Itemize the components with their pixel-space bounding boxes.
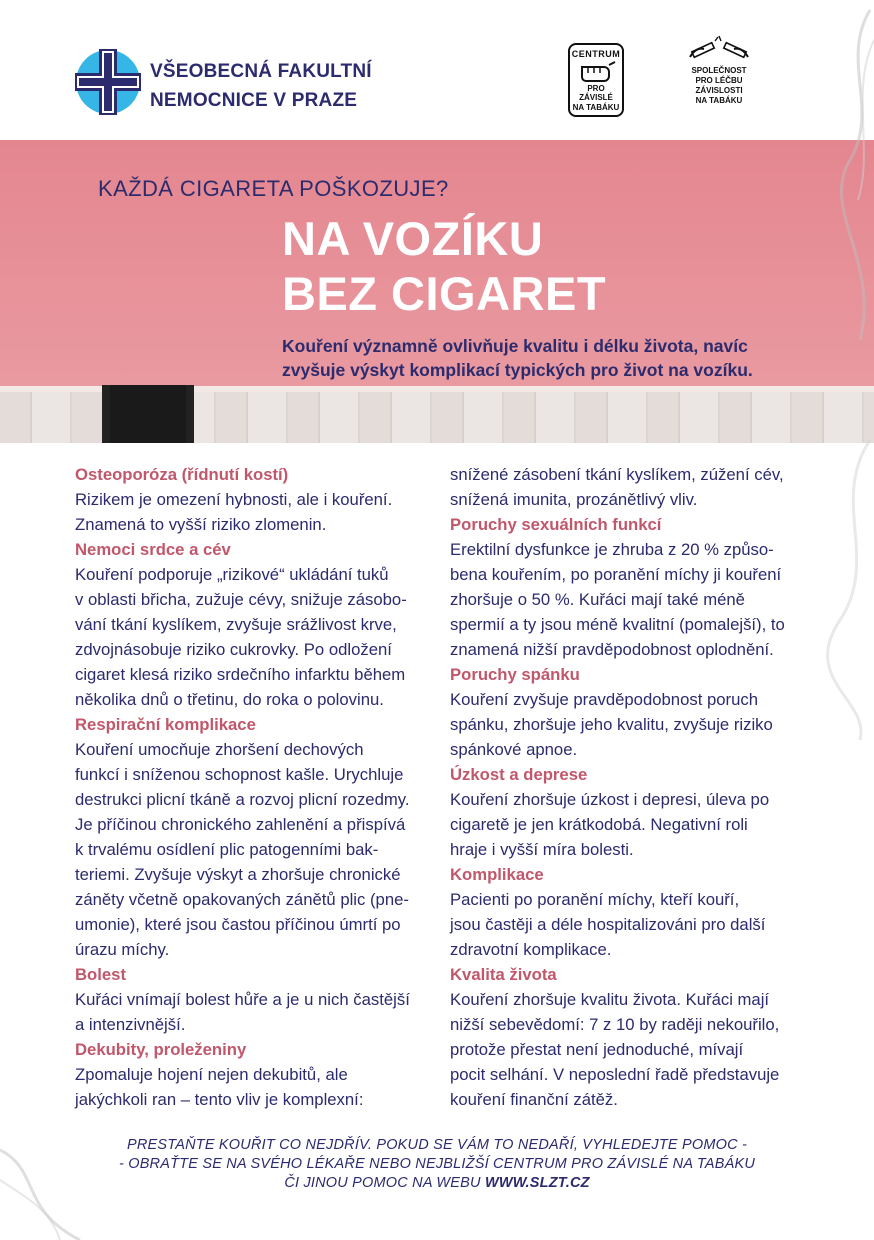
banner-kicker: KAŽDÁ CIGARETA POŠKOZUJE? [98,176,449,201]
website-link[interactable]: WWW.SLZT.CZ [484,1175,590,1191]
body-text-line: pocit selhání. V neposlední řadě představuje [450,1065,780,1084]
body-text-line: zdravotní komplikace. [450,940,612,959]
banner-lead [282,334,802,382]
body-text-line: kouření finanční zátěž. [450,1090,618,1109]
banner-headline-line1: NA VOZÍKU [282,212,544,265]
body-text-line: cigaret klesá riziko srdečního infarktu během [75,665,406,684]
body-text-line: bena kouřením, po poranění míchy ji kouření [450,565,782,584]
right-column [450,462,810,1112]
section-heading: Dekubity, proleženiny [75,1040,247,1059]
body-text-line: spermií a ty jsou méně kvalitní (pomalejší), to [450,615,785,634]
body-text-line: Rizikem je omezení hybnosti, ale i kouření. [75,490,393,509]
hospital-name-line1: VŠEOBECNÁ FAKULTNÍ [150,61,372,82]
body-text-line: Kouření umocňuje zhoršení dechových [75,740,364,759]
body-text-line: snížená imunita, prozánětlivý vliv. [450,490,698,509]
body-text-line: jsou častěji a déle hospitalizováni pro další [450,915,766,934]
section-heading: Poruchy sexuálních funkcí [450,515,662,534]
centrum-logo-bottom2: NA TABÁKU [572,103,620,112]
footer-line1: PRESTAŇTE KOUŘIT CO NEJDŘÍV. POKUD SE VÁM TO NEDAŘÍ, VYHLEDEJTE POMOC - [126,1137,748,1153]
slzt-logo-line2: PRO LÉČBU [695,76,743,85]
slzt-logo-line4: NA TABÁKU [695,96,743,105]
section-heading: Bolest [75,965,126,984]
body-text-line: Erektilní dysfunkce je zhruba z 20 % způso- [450,540,774,559]
body-text-line: Kouření zvyšuje pravděpodobnost poruch [450,690,758,709]
slzt-logo-line3: ZÁVISLOSTI [695,86,743,95]
body-text-line: funkcí i sníženou schopnost kašle. Urychluje [75,765,404,784]
body-text-line: Pacienti po poranění míchy, kteří kouří, [450,890,740,909]
left-column [75,462,430,1112]
footer-line3-text: ČI JINOU POMOC NA WEBU [284,1175,485,1191]
banner-lead-line1: Kouření významně ovlivňuje kvalitu i délku života, navíc [282,336,748,356]
body-text-line: snížené zásobení tkání kyslíkem, zúžení cév, [450,465,784,484]
body-text-line: vání tkání kyslíkem, zvyšuje srážlivost krve, [75,615,397,634]
body-text-line: Kuřáci vnímají bolest hůře a je u nich častější [75,990,410,1009]
broken-cigarette-hands-icon [688,35,750,61]
body-text-line: spánkové apnoe. [450,740,578,759]
body-text-line: a intenzivnější. [75,1015,186,1034]
centrum-logo-top: CENTRUM [571,49,621,59]
body-text-line: záněty včetně opakovaných zánětů plic (pne- [75,890,409,909]
body-text-line: Znamená to vyšší riziko zlomenin. [75,515,327,534]
hospital-cross-logo-icon [75,49,141,115]
body-text-line: jakýchkoli ran – tento vliv je komplexní: [75,1090,364,1109]
section-heading: Úzkost a deprese [450,765,588,784]
section-heading: Nemoci srdce a cév [75,540,231,559]
body-text-line: protože přestat není jednoduché, mívají [450,1040,744,1059]
body-text-line: umonie), které jsou častou příčinou úmrtí po [75,915,401,934]
fist-crushing-cigarette-icon [576,61,616,83]
body-text-line: k trvalému osídlení plic patogenními bak- [75,840,379,859]
body-text-line: zdvojnásobuje riziko cukrovky. Po odložení [75,640,392,659]
body-text-line: úrazu míchy. [75,940,170,959]
hospital-name [150,57,372,115]
body-text-line: zhoršuje o 50 %. Kuřáci mají také méně [450,590,745,609]
slzt-logo-line1: SPOLEČNOST [691,66,747,75]
footer-line2: - OBRAŤTE SE NA SVÉHO LÉKAŘE NEBO NEJBLIŽŠÍ CENTRUM PRO ZÁVISLÉ NA TABÁKU [118,1156,756,1172]
footer-call-to-action [0,1136,874,1193]
body-text-line: několika dnů o třetinu, do roka o polovinu. [75,690,384,709]
section-heading: Komplikace [450,865,544,884]
section-heading: Kvalita života [450,965,557,984]
body-text-line: destrukci plicní tkáně a rozvoj plicní rozedmy. [75,790,410,809]
body-text-line: Kouření podporuje „rizikové“ ukládání tuků [75,565,389,584]
body-text-line: Kouření zhoršuje úzkost i depresi, úleva po [450,790,770,809]
section-heading: Poruchy spánku [450,665,580,684]
body-text-line: teriemi. Zvyšuje výskyt a zhoršuje chronické [75,865,401,884]
footer-line3 [0,1174,874,1193]
body-text-line: Je příčinou chronického zahlenění a přispívá [75,815,406,834]
hospital-name-line2: NEMOCNICE V PRAZE [150,90,358,111]
section-heading: Osteoporóza (řídnutí kostí) [75,465,289,484]
body-text-line: cigaretě je jen krátkodobá. Negativní roli [450,815,748,834]
centrum-logo [568,43,624,117]
body-text-line: hraje i vyšší míra bolesti. [450,840,634,859]
body-text-line: spánku, zhoršuje jeho kvalitu, zvyšuje riziko [450,715,773,734]
banner-headline [282,211,606,321]
slzt-logo [684,35,754,106]
body-text-line: Kouření zhoršuje kvalitu života. Kuřáci mají [450,990,770,1009]
wheelchair-illustration [80,385,215,443]
centrum-logo-bottom1: PRO ZÁVISLÉ [579,84,613,102]
body-text-line: Zpomaluje hojení nejen dekubitů, ale [75,1065,348,1084]
header [0,0,874,140]
section-heading: Respirační komplikace [75,715,256,734]
banner-lead-line2: zvyšuje výskyt komplikací typických pro život na vozíku. [282,360,753,380]
banner-headline-line2: BEZ CIGARET [282,267,607,320]
body-text-line: nižší sebevědomí: 7 z 10 by raději nekouřilo, [450,1015,780,1034]
body-text-line: znamená nižší pravděpodobnost oplodnění. [450,640,774,659]
body-text-line: v oblasti břicha, zužuje cévy, snižuje zásobo- [75,590,407,609]
